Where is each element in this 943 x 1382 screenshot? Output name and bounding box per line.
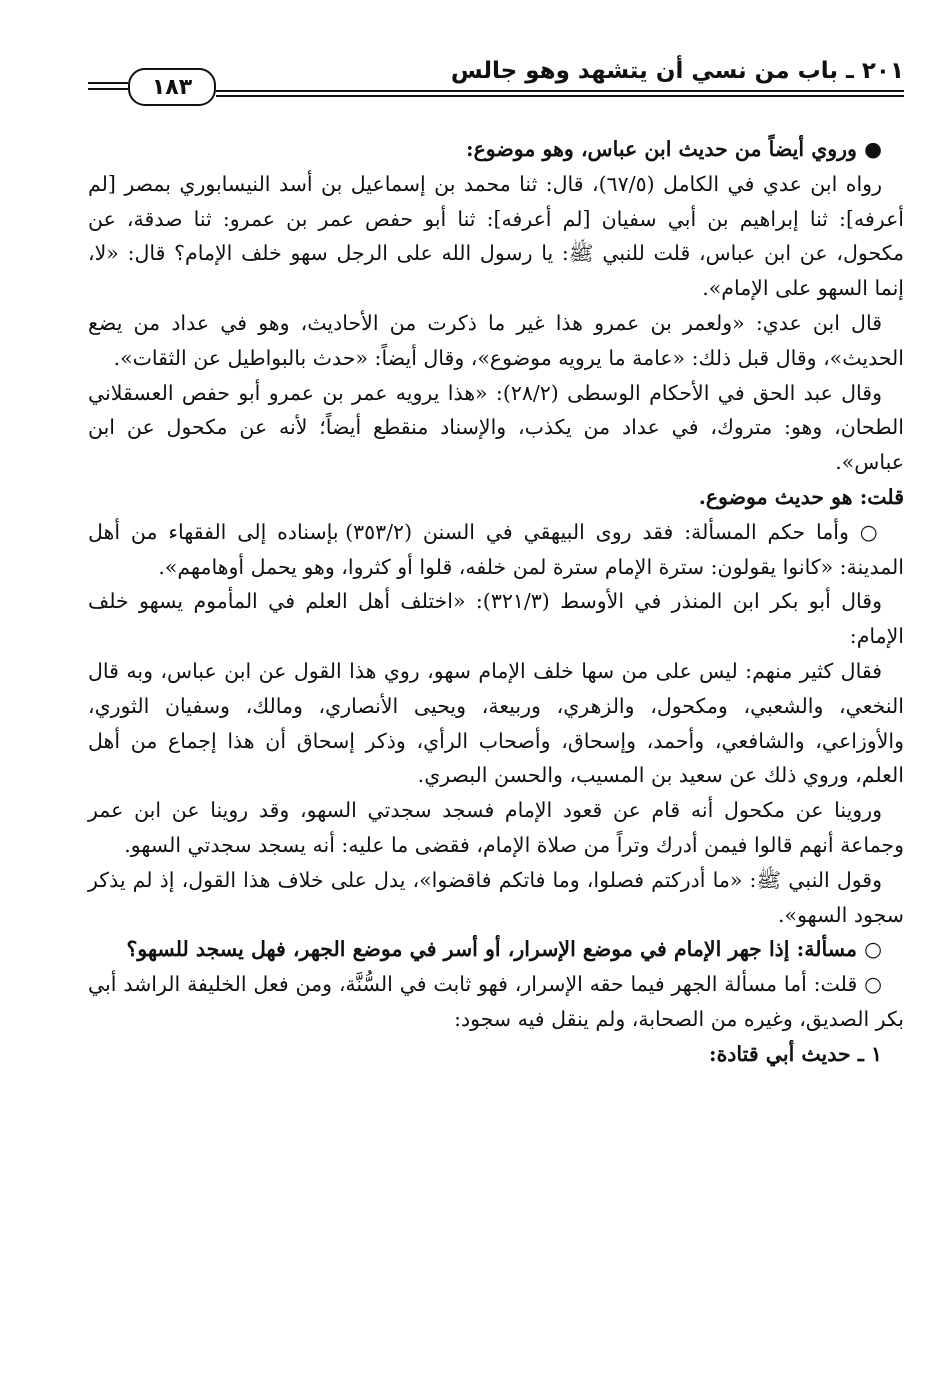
paragraph: ○ قلت: أما مسألة الجهر فيما حقه الإسرار، فهو ثابت في السُّنَّة، ومن فعل الخليفة الراشد أبي بكر الصديق، وغيره من الصحابة، ولم ينقل فيه سجود: — [88, 972, 904, 1031]
paragraph: ١ ـ حديث أبي قتادة: — [709, 1041, 882, 1066]
paragraph: ○ وأما حكم المسألة: فقد روى البيهقي في السنن (٣٥٣/٢) بإسناده إلى الفقهاء من أهل المدينة: «كانوا يقولون: سترة الإمام سترة لمن خلفه، قلوا أو كثروا، وهو يحمل أوهامهم». — [88, 519, 904, 579]
paragraph: رواه ابن عدي في الكامل (٦٧/٥)، قال: ثنا محمد بن إسماعيل بن أسد النيسابوري بمصر [لم أعرفه]: ثنا إبراهيم بن أبي سفيان [لم أعرفه]: ثنا أبو حفص عمر بن عمرو: ثنا صدقة، عن مكحول، عن ابن عباس، قلت للنبي ﷺ: يا رسول الله على الرجل سهو خلف الإمام؟ قال: «لا، إنما السهو على الإمام». — [88, 171, 904, 301]
paragraph: ○ مسألة: إذا جهر الإمام في موضع الإسرار، أو أسر في موضع الجهر، فهل يسجد للسهو؟ — [126, 937, 882, 962]
page-body — [88, 132, 904, 1072]
header-rule-bottom — [216, 95, 904, 97]
paragraph: وقال أبو بكر ابن المنذر في الأوسط (٣٢١/٣): «اختلف أهل العلم في المأموم يسهو خلف الإمام: — [88, 589, 904, 649]
paragraph: فقال كثير منهم: ليس على من سها خلف الإمام سهو، روي هذا القول عن ابن عباس، وبه قال النخعي، والشعبي، ومكحول، والزهري، وربيعة، ويحيى الأنصاري، ومالك، وسفيان الثوري، والأوزاعي، والشافعي، وأحمد، وإسحاق، وأصحاب الرأي، وذكر إسحاق أن هذا إجماع من أهل العلم، وروي ذلك عن سعيد بن المسيب، والحسن البصري. — [88, 658, 904, 788]
paragraph: ● وروي أيضاً من حديث ابن عباس، وهو موضوع: — [466, 137, 882, 161]
header-rule-top — [216, 90, 904, 92]
page-number: ١٨٣ — [151, 74, 193, 100]
paragraph: وقول النبي ﷺ: «ما أدركتم فصلوا، وما فاتكم فاقضوا»، يدل على خلاف هذا القول، إذ لم يذكر سجود السهو». — [88, 867, 904, 927]
chapter-title: ٢٠١ ـ باب من نسي أن يتشهد وهو جالس — [450, 58, 904, 84]
paragraph: قال ابن عدي: «ولعمر بن عمرو هذا غير ما ذكرت من الأحاديث، وهو في عداد من يضع الحديث»، وقال قبل ذلك: «عامة ما يرويه موضوع»، وقال أيضاً: «حدث بالبواطيل عن الثقات». — [88, 310, 904, 370]
paragraph: قلت: هو حديث موضوع. — [698, 484, 904, 509]
paragraph: وقال عبد الحق في الأحكام الوسطى (٢٨/٢): «هذا يرويه عمر بن عمرو أبو حفص العسقلاني الطحان، وهو: متروك، في عداد من يكذب، والإسناد منقطع أيضاً؛ لأنه عن مكحول عن ابن عباس». — [88, 380, 904, 475]
page-header — [88, 58, 904, 104]
page-number-badge — [128, 68, 216, 106]
paragraph: وروينا عن مكحول أنه قام عن قعود الإمام فسجد سجدتي السهو، وقد روينا عن ابن عمر وجماعة أنهم قالوا فيمن أدرك وتراً من صلاة الإمام، فقضى ما عليه: أنه يسجد سجدتي السهو. — [88, 798, 904, 857]
